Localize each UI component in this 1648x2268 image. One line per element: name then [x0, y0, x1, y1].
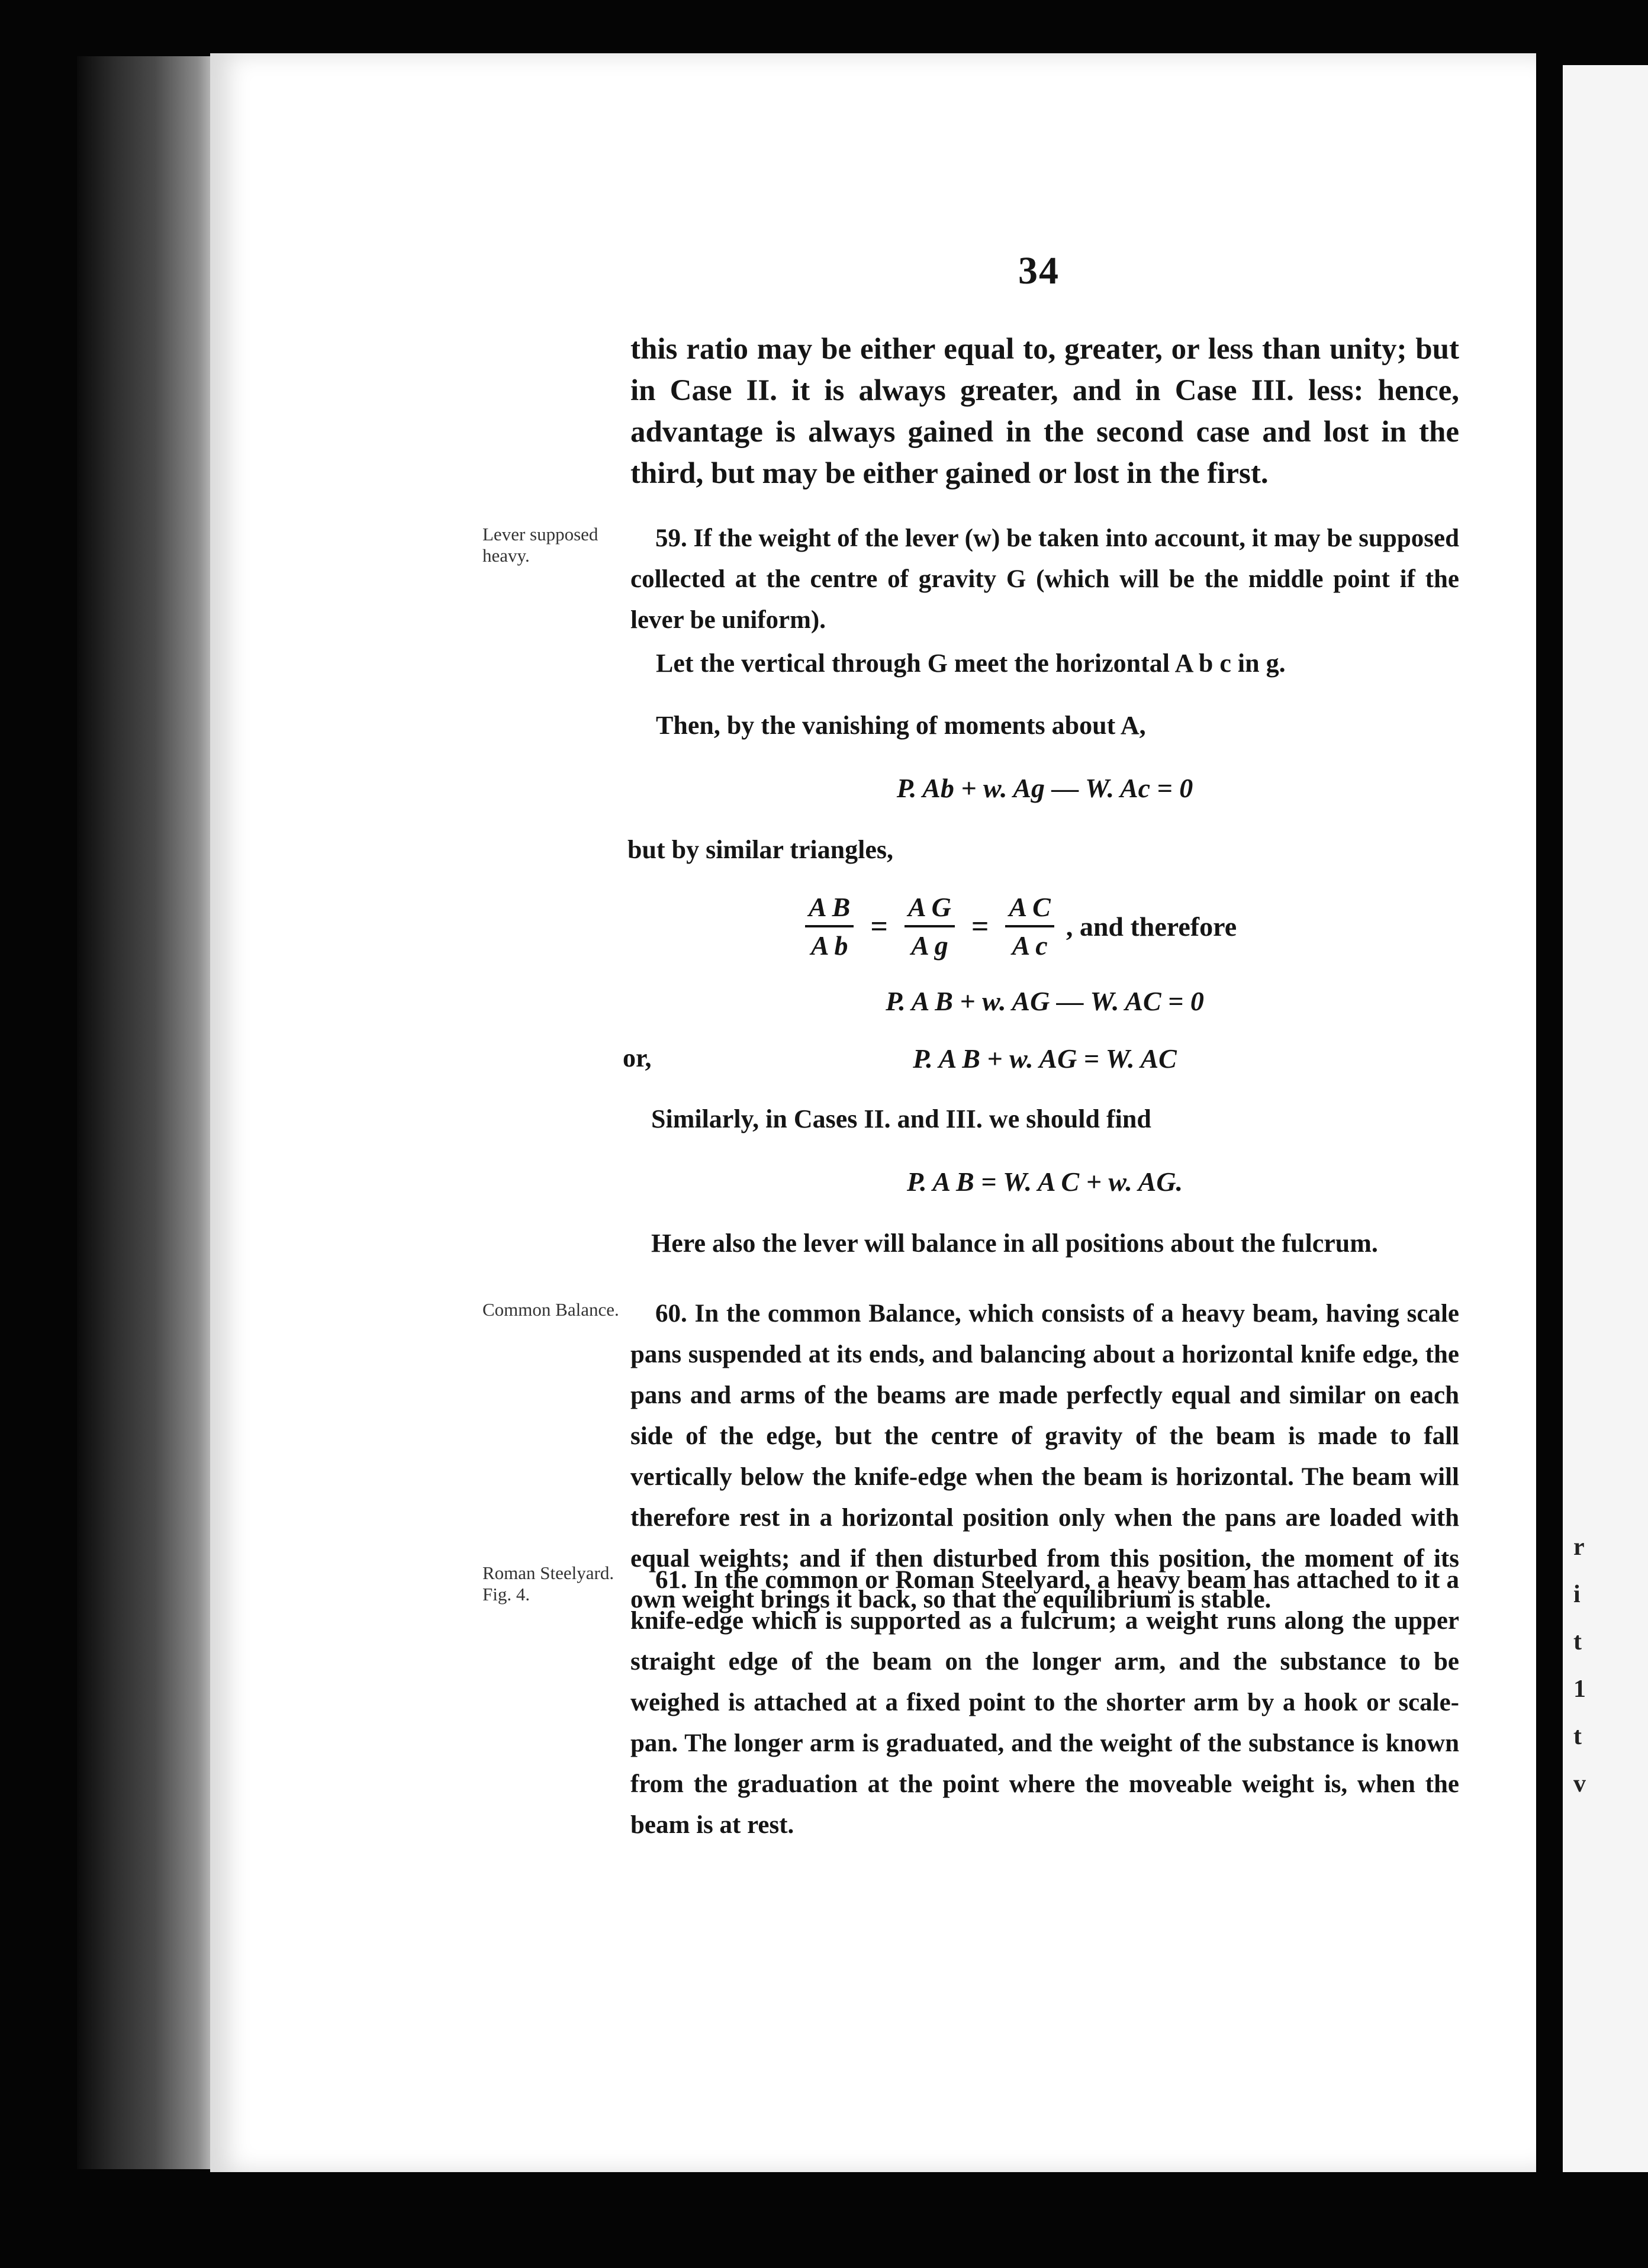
fraction-numerator: A G [905, 891, 955, 927]
adjacent-page-fragment: t [1573, 1723, 1582, 1750]
paragraph-59: 59. If the weight of the lever (w) be taken into account, it may be supposed collected at the centre of gravity G (which will be the middle point if the lever be uniform). [630, 524, 1459, 634]
then-line: Then, by the vanishing of moments about A, [656, 711, 1146, 740]
equals-sign: = [870, 909, 888, 943]
fraction-denominator: A g [911, 930, 948, 961]
equation-cases-2-3: P. A B = W. A C + w. AG. [906, 1167, 1183, 1197]
adjacent-page-fragment: r [1573, 1534, 1585, 1561]
page-number: 34 [1018, 249, 1060, 292]
similar-triangles-equation [799, 888, 1237, 965]
fraction-ac [1005, 891, 1054, 961]
adjacent-page-fragment: 1 [1573, 1676, 1586, 1703]
or-label: or, [623, 1043, 652, 1072]
fraction-ag [905, 891, 955, 961]
margin-note-common-balance: Common Balance. [482, 1299, 619, 1320]
and-therefore-text: , and therefore [1066, 911, 1237, 942]
book-spine-shadow [77, 56, 219, 2169]
equation-moments: P. Ab + w. Ag — W. Ac = 0 [896, 773, 1193, 803]
but-line: but by similar triangles, [627, 835, 894, 864]
fraction-ab [805, 891, 854, 961]
margin-note-lever-heavy: Lever supposed heavy. [482, 524, 598, 566]
fraction-denominator: A c [1012, 930, 1048, 961]
equation-rearranged: P. A B + w. AG = W. AC [913, 1043, 1177, 1074]
adjacent-page-fragment: i [1573, 1581, 1581, 1608]
equation-substituted: P. A B + w. AG — W. AC = 0 [886, 986, 1204, 1016]
equals-sign: = [971, 909, 989, 943]
intro-paragraph: this ratio may be either equal to, greater, or less than unity; but in Case II. it is always greater, and in Case III. less: hence, advantage is always gained in the second case and lost in the third, but may be either gained or lost in the first. [630, 333, 1459, 490]
adjacent-page-edge [1563, 65, 1648, 2172]
paragraph-60: 60. In the common Balance, which consists of a heavy beam, having scale pans suspended at its ends, and balancing about a horizontal knife edge, the pans and arms of the beams are made perfectly equal and similar on each side of the edge, but the centre of gravity of the beam is made to fall vertically below the knife-edge when the beam is horizontal. The beam will therefore rest in a horizontal position only when the pans are loaded with equal weights; and if then disturbed from this position, the moment of its own weight brings it back, so that the equilibrium is stable. [630, 1300, 1459, 1613]
adjacent-page-fragment: t [1573, 1628, 1582, 1655]
paragraph-61: 61. In the common or Roman Steelyard, a heavy beam has attached to it a knife-edge which is supported as a fulcrum; a weight runs along the upper straight edge of the beam on the longer arm, and the substance to be weighed is attached at a fixed point to the shorter arm by a hook or scale-pan. The longer arm is graduated, and the weight of the substance is known from the graduation at the point where the moveable weight is, when the beam is at rest. [630, 1566, 1459, 1839]
margin-note-roman-steelyard: Roman Steelyard. Fig. 4. [482, 1563, 614, 1605]
fraction-numerator: A B [805, 891, 854, 927]
here-also-line: Here also the lever will balance in all positions about the fulcrum. [651, 1229, 1378, 1258]
fraction-numerator: A C [1005, 891, 1054, 927]
adjacent-page-fragment: v [1573, 1770, 1586, 1797]
similarly-line: Similarly, in Cases II. and III. we should find [651, 1104, 1151, 1133]
let-line: Let the vertical through G meet the horizontal A b c in g. [656, 649, 1286, 678]
fraction-denominator: A b [810, 930, 848, 961]
